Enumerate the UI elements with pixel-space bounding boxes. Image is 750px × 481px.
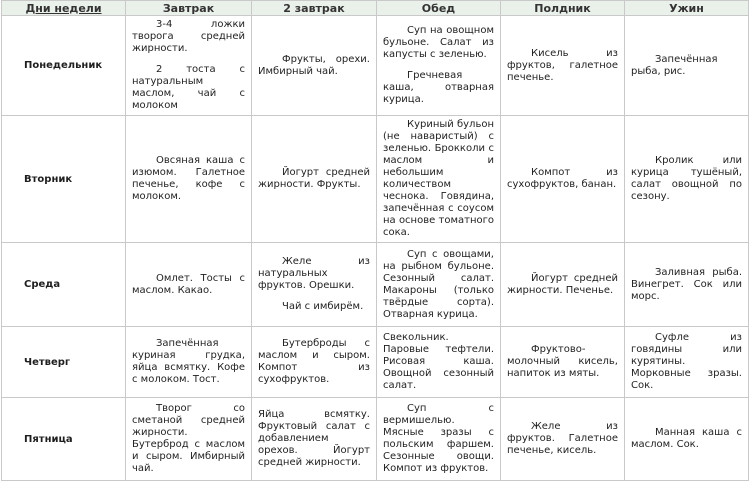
cell-text: 3-4 ложки творога средней жирности. xyxy=(132,19,245,54)
cell-text: Манная каша с маслом. Сок. xyxy=(631,427,742,450)
cell-text: Куриный бульон (не наваристый) с зеленью. Брокколи с маслом и небольшим количеством чеснока. Говядина, запечённая с соусом на основе томатного сока. xyxy=(383,119,495,238)
cell-text: Омлет. Тосты с маслом. Какао. xyxy=(132,272,245,296)
cell-text: Запечённая куриная грудка, яйца всмятку. Кофе с молоком. Тост. xyxy=(132,338,245,385)
breakfast-cell xyxy=(126,116,252,243)
cell-text: Кролик или курица тушёный, салат овощной по сезону. xyxy=(631,155,742,202)
lunch-cell xyxy=(377,16,501,116)
brunch-cell xyxy=(252,398,377,481)
snack-cell xyxy=(501,116,625,243)
dinner-cell xyxy=(625,116,749,243)
cell-text: Компот из сухофруктов, банан. xyxy=(507,167,618,190)
cell-text: Суп с овощами, на рыбном бульоне. Сезонный салат. Макароны (только твёрдые сорта). Отварная курица. xyxy=(383,248,494,320)
cell-text: Заливная рыба. Винегрет. Сок или морс. xyxy=(631,266,742,302)
dinner-cell xyxy=(625,398,749,481)
cell-text: Суп с вермишелью. Мясные зразы с польским фаршем. Сезонные овощи. Компот из фруктов. xyxy=(383,403,494,474)
cell-text: Гречневая каша, отварная курица. xyxy=(383,70,494,105)
cell-text: Овсяная каша с изюмом. Галетное печенье, кофе с молоком. xyxy=(132,155,245,202)
cell-text: Запечённая рыба, рис. xyxy=(631,53,718,77)
day-cell: Среда xyxy=(2,243,126,327)
lunch-cell xyxy=(377,243,501,327)
table-row xyxy=(2,327,749,398)
breakfast-cell xyxy=(126,327,252,398)
lunch-cell xyxy=(377,327,501,398)
day-cell: Вторник xyxy=(2,116,126,243)
header-breakfast: Завтрак xyxy=(126,1,252,16)
dinner-cell xyxy=(625,327,749,398)
table-row xyxy=(2,116,749,243)
cell-text: Свекольник. Паровые тефтели. Рисовая каша. Овощной сезонный салат. xyxy=(383,332,494,391)
snack-cell xyxy=(501,398,625,481)
brunch-cell xyxy=(252,16,377,116)
day-cell: Понедельник xyxy=(2,16,126,116)
cell-text: Суфле из говядины или курятины. Морковные зразы. Сок. xyxy=(631,332,742,391)
dinner-cell xyxy=(625,243,749,327)
dinner-cell xyxy=(625,16,749,116)
lunch-cell xyxy=(377,398,501,481)
day-cell: Пятница xyxy=(2,398,126,481)
meal-plan-table xyxy=(1,0,749,481)
lunch-cell xyxy=(377,116,501,243)
cell-text: 2 тоста с натуральным маслом, чай с молоком xyxy=(132,64,245,111)
cell-text: Творог со сметаной средней жирности. Бутерброд с маслом и сыром. Имбирный чай. xyxy=(132,403,245,474)
breakfast-cell xyxy=(126,243,252,327)
header-row xyxy=(2,1,749,16)
table-row xyxy=(2,16,749,116)
breakfast-cell xyxy=(126,16,252,116)
cell-text: Суп на овощном бульоне. Салат из капусты с зеленью. xyxy=(383,25,494,60)
brunch-cell xyxy=(252,243,377,327)
cell-text: Чай с имбирём. xyxy=(282,301,364,312)
snack-cell xyxy=(501,243,625,327)
header-dinner: Ужин xyxy=(625,1,749,16)
snack-cell xyxy=(501,327,625,398)
cell-text: Фруктово-молочный кисель, напиток из мяты. xyxy=(507,344,618,379)
table-row xyxy=(2,398,749,481)
cell-text: Яйца всмятку. Фруктовый салат с добавлением орехов. Йогурт средней жирности. xyxy=(258,409,370,468)
cell-text: Йогурт средней жирности. Фрукты. xyxy=(258,167,370,190)
header-day: Дни недели xyxy=(2,1,126,16)
brunch-cell xyxy=(252,327,377,398)
cell-text: Кисель из фруктов, галетное печенье. xyxy=(507,47,618,83)
header-lunch: Обед xyxy=(377,1,501,16)
cell-text: Желе из фруктов. Галетное печенье, кисель. xyxy=(507,421,618,456)
cell-text: Фрукты, орехи. Имбирный чай. xyxy=(258,53,370,77)
day-cell: Четверг xyxy=(2,327,126,398)
snack-cell xyxy=(501,16,625,116)
brunch-cell xyxy=(252,116,377,243)
breakfast-cell xyxy=(126,398,252,481)
header-snack: Полдник xyxy=(501,1,625,16)
header-brunch: 2 завтрак xyxy=(252,1,377,16)
cell-text: Бутерброды с маслом и сыром. Компот из сухофруктов. xyxy=(258,338,370,385)
table-row xyxy=(2,243,749,327)
cell-text: Йогурт средней жирности. Печенье. xyxy=(507,272,618,296)
cell-text: Желе из натуральных фруктов. Орешки. xyxy=(258,256,370,291)
